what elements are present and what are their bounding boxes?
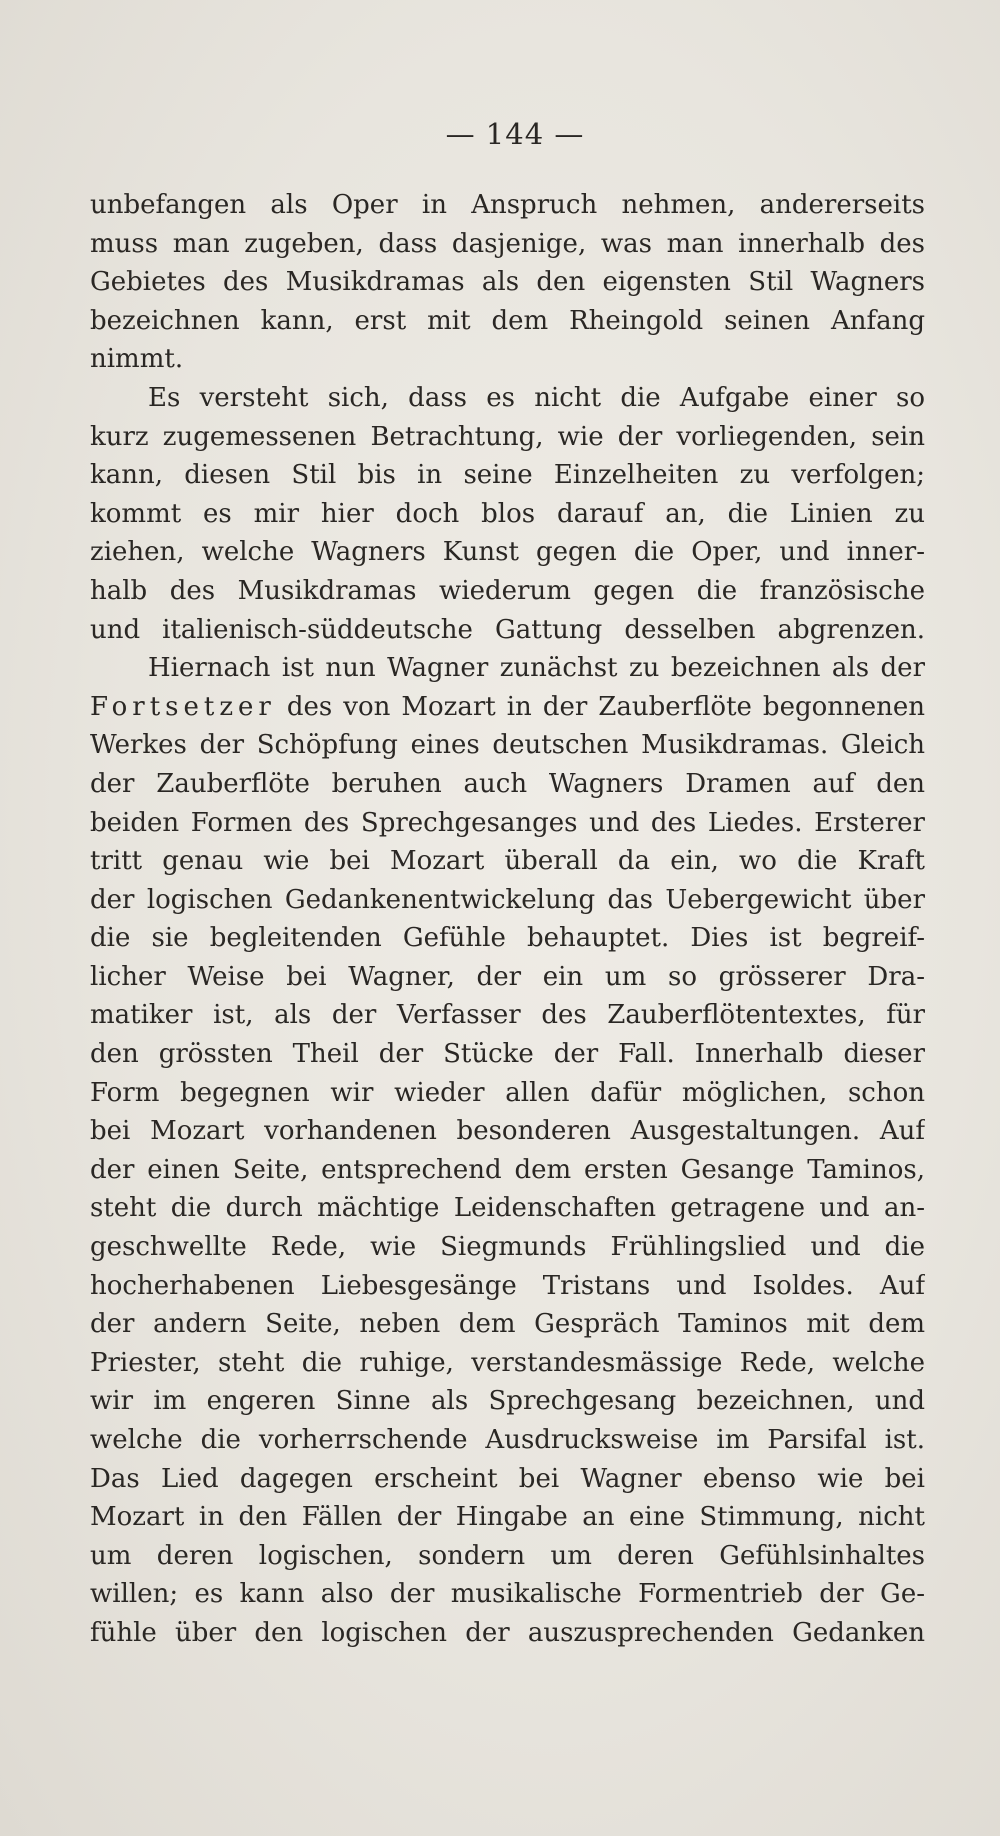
text-line: Gebietes des Musikdramas als den eigensten Stil Wagners [90,267,925,298]
text-line: der einen Seite, entsprechend dem ersten Gesange Taminos, [90,1154,925,1185]
text-line: unbefangen als Oper in Anspruch nehmen, andererseits [90,190,925,220]
text-line: licher Weise bei Wagner, der ein um so grösserer Dra- [90,961,925,992]
text-line: steht die durch mächtige Leidenschaften getragene und an- [90,1193,925,1224]
text-line: willen; es kann also der musikalische Formentrieb der Ge- [90,1579,925,1610]
text-line: nimmt. [90,344,184,375]
text-line: hocherhabenen Liebesgesänge Tristans und Isoldes. Auf [90,1270,925,1301]
text-line: der andern Seite, neben dem Gespräch Taminos mit dem [90,1309,925,1340]
text-line: bei Mozart vorhandenen besonderen Ausgestaltungen. Auf [90,1116,925,1147]
text-line: und italienisch-süddeutsche Gattung desselben abgrenzen. [90,614,925,645]
text-line: kurz zugemessenen Betrachtung, wie der vorliegenden, sein [90,421,925,452]
text-fragment: des von Mozart in der Zauberflöte begonnenen [286,691,925,722]
page-number: — 144 — [445,117,585,151]
body-text [90,186,925,1653]
text-line: Es versteht sich, dass es nicht die Aufgabe einer so [148,382,925,413]
text-line: kommt es mir hier doch blos darauf an, die Linien zu [90,498,925,529]
text-line: kann, diesen Stil bis in seine Einzelheiten zu verfolgen; [90,460,925,491]
text-line: um deren logischen, sondern um deren Gefühlsinhaltes [90,1540,925,1571]
text-line: Priester, steht die ruhige, verstandesmässige Rede, welche [90,1347,925,1378]
text-line: der logischen Gedankenentwickelung das Uebergewicht über [90,884,925,915]
text-line: Hiernach ist nun Wagner zunächst zu bezeichnen als der [148,653,925,684]
spaced-word: Fortsetzer [90,691,276,722]
text-line: ziehen, welche Wagners Kunst gegen die Oper, und inner- [90,537,925,568]
text-line: Mozart in den Fällen der Hingabe an eine Stimmung, nicht [90,1502,925,1533]
text-line: der Zauberflöte beruhen auch Wagners Dramen auf den [90,768,925,799]
text-line: beiden Formen des Sprechgesanges und des Liedes. Ersterer [90,807,925,838]
text-line: bezeichnen kann, erst mit dem Rheingold seinen Anfang [90,305,925,336]
text-line: tritt genau wie bei Mozart überall da ein, wo die Kraft [90,846,925,877]
text-line: Form begegnen wir wieder allen dafür möglichen, schon [90,1077,925,1108]
text-line-spaced [90,688,925,727]
text-line: geschwellte Rede, wie Siegmunds Frühlingslied und die [90,1232,925,1263]
text-line: matiker ist, als der Verfasser des Zauberflötentextes, für [90,1000,925,1031]
text-line: fühle über den logischen der auszusprechenden Gedanken [90,1617,925,1648]
text-line: halb des Musikdramas wiederum gegen die französische [90,575,925,606]
text-line: den grössten Theil der Stücke der Fall. Innerhalb dieser [90,1039,925,1070]
text-line: Das Lied dagegen erscheint bei Wagner ebenso wie bei [90,1463,925,1494]
text-line: wir im engeren Sinne als Sprechgesang bezeichnen, und [90,1386,925,1417]
text-line: welche die vorherrschende Ausdrucksweise im Parsifal ist. [90,1425,925,1455]
text-line: muss man zugeben, dass dasjenige, was man innerhalb des [90,228,925,259]
text-line: die sie begleitenden Gefühle behauptet. Dies ist begreif- [90,923,925,954]
text-line: Werkes der Schöpfung eines deutschen Musikdramas. Gleich [90,730,925,761]
